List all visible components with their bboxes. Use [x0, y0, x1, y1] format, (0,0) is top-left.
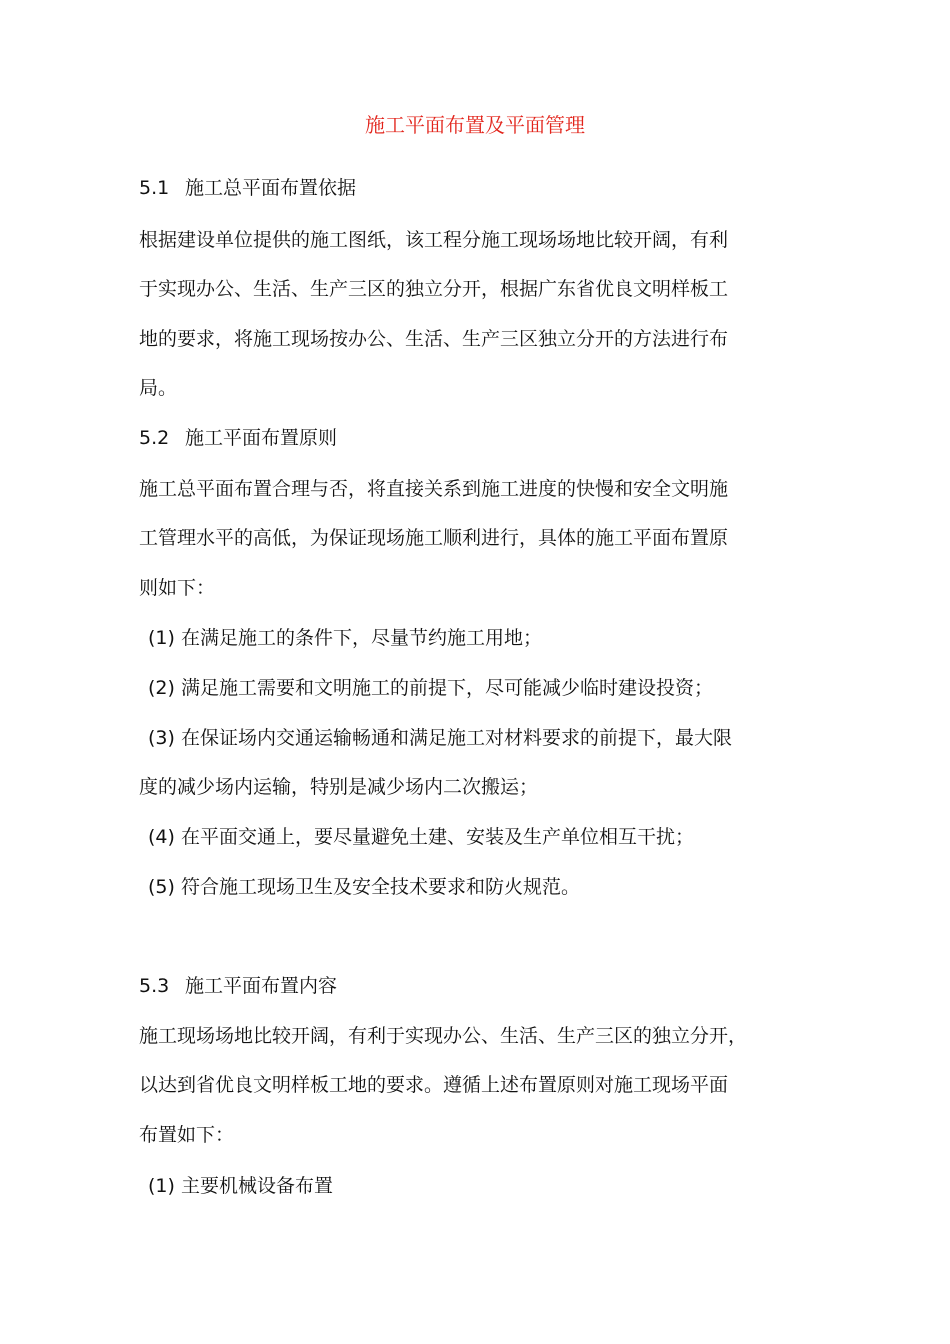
section-heading-5-2 [139, 423, 819, 453]
paragraph-line: 于实现办公、生活、生产三区的独立分开，根据广东省优良文明样板工 [139, 278, 729, 300]
list-item: (1) 主要机械设备布置 [148, 1175, 333, 1197]
paragraph-line: 布置如下： [139, 1124, 235, 1146]
paragraph-line: 则如下： [139, 577, 216, 599]
list-item: (1) 在满足施工的条件下，尽量节约施工用地； [148, 627, 542, 649]
paragraph-line: 根据建设单位提供的施工图纸，该工程分施工现场场地比较开阔，有利 [139, 229, 729, 251]
section-title: 施工总平面布置依据 [185, 177, 357, 199]
section-heading-5-1 [139, 173, 819, 203]
paragraph-line: 以达到省优良文明样板工地的要求。遵循上述布置原则对施工现场平面 [139, 1074, 729, 1096]
paragraph-line: 局。 [139, 377, 178, 399]
list-item: (2) 满足施工需要和文明施工的前提下，尽可能减少临时建设投资； [148, 677, 713, 699]
list-item: (4) 在平面交通上，要尽量避免土建、安装及生产单位相互干扰； [148, 826, 694, 848]
list-item-continuation: 度的减少场内运输，特别是减少场内二次搬运； [139, 776, 539, 798]
paragraph-line: 地的要求，将施工现场按办公、生活、生产三区独立分开的方法进行布 [139, 328, 729, 350]
document-title: 施工平面布置及平面管理 [365, 113, 585, 137]
section-number: 5.1 [139, 177, 170, 199]
paragraph-line: 工管理水平的高低，为保证现场施工顺利进行，具体的施工平面布置原 [139, 527, 729, 549]
section-title: 施工平面布置原则 [185, 427, 338, 449]
section-number: 5.2 [139, 427, 170, 449]
section-title: 施工平面布置内容 [185, 975, 338, 997]
paragraph-line: 施工现场场地比较开阔，有利于实现办公、生活、生产三区的独立分开， [139, 1025, 748, 1047]
paragraph-line: 施工总平面布置合理与否，将直接关系到施工进度的快慢和安全文明施 [139, 478, 729, 500]
list-item: (3) 在保证场内交通运输畅通和满足施工对材料要求的前提下，最大限 [148, 727, 732, 749]
list-item: (5) 符合施工现场卫生及安全技术要求和防火规范。 [148, 876, 580, 898]
section-number: 5.3 [139, 975, 170, 997]
section-heading-5-3 [139, 971, 819, 1001]
